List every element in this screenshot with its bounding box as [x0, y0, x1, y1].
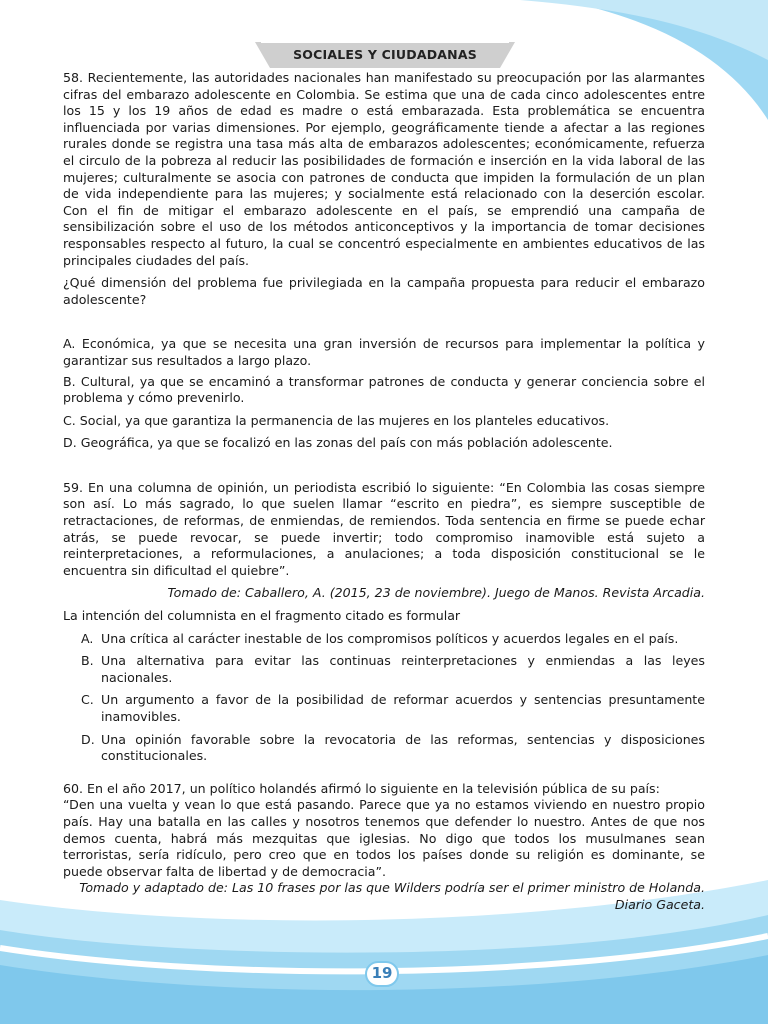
q60-citation-line2: Diario Gaceta. — [614, 896, 705, 912]
q58-option-a: A. Económica, ya que se necesita una gran inversión de recursos para implementar la política y garantizar sus resultados a largo plazo. — [63, 336, 705, 368]
q58-option-c: C. Social, ya que garantiza la permanencia de las mujeres en los planteles educativos. — [63, 412, 610, 428]
q58-question: ¿Qué dimensión del problema fue privilegiada en la campaña propuesta para reducir el embarazo adolescente? — [63, 275, 705, 307]
section-title: SOCIALES Y CIUDADANAS — [293, 47, 477, 62]
q60-citation-line1: Tomado y adaptado de: Las 10 frases por las que Wilders podría ser el primer ministro de Holanda. — [79, 880, 705, 896]
q59-option-b — [81, 653, 705, 686]
q59-stem: 59. En una columna de opinión, un periodista escribió lo siguiente: “En Colombia las cosas siempre son así. Lo más sagrado, lo que suelen llamar “escrito en piedra”, es siempre susceptible de retractaciones, de reformas, de enmiendas, de remiendos. Toda sentencia en firme se puede echar atrás, se puede revocar, se puede invertir; todo compromiso inamovible está sujeto a reinterpretaciones, a reformulaciones, a anulaciones; a toda disposición constitucional se le encuentra sin dificultad el quiebre”. — [63, 479, 705, 578]
q59-option-d — [81, 732, 705, 765]
q58-stem: 58. Recientemente, las autoridades nacionales han manifestado su preocupación por las alarmantes cifras del embarazo adolescente en Colombia. Se estima que una de cada cinco adolescentes entre los 15 y los 19 años de edad es madre o está embarazada. Esta problemática se encuentra influenciada por varias dimensiones. Por ejemplo, geográficamente tiende a afectar a las regiones rurales donde se registra una tasa más alta de embarazos adolescentes; económicamente, refuerza el circulo de la pobreza al reducir las posibilidades de formación e inserción en la vida laboral de las mujeres; culturalmente se asocia con patrones de conducta que impiden la formulación de un plan de vida independiente para las mujeres; y socialmente está relacionado con la deserción escolar. Con el fin de mitigar el embarazo adolescente en el país, se emprendió una campaña de sensibilización sobre el uso de los métodos anticonceptivos y la importancia de tomar decisiones responsables respecto al futuro, la cual se concentró especialmente en ambientes educativos de las principales ciudades del país. — [63, 70, 705, 268]
questions-content — [63, 70, 705, 914]
q58-option-d: D. Geográfica, ya que se focalizó en las zonas del país con más población adolescente. — [63, 435, 613, 451]
page-number: 19 — [371, 964, 393, 982]
option-letter: D. — [81, 731, 95, 747]
option-text: Una alternativa para evitar las continuas reinterpretaciones y enmiendas a las leyes nacionales. — [101, 653, 705, 685]
q60-quote: “Den una vuelta y vean lo que está pasando. Parece que ya no estamos viviendo en nuestro propio país. Hay una batalla en las calles y nosotros tenemos que defender lo nuestro. Antes de que nos demos cuenta, habrá más mezquitas que iglesias. No digo que todos los musulmanes sean terroristas, sería ridículo, pero creo que en todos los países donde su religión es dominante, se puede observar falta de libertad y de democracia”. — [63, 797, 705, 879]
option-letter: B. — [81, 653, 94, 669]
q59-question: La intención del columnista en el fragmento citado es formular — [63, 608, 461, 624]
option-letter: A. — [81, 630, 94, 646]
q59-option-a — [81, 631, 705, 648]
option-text: Una crítica al carácter inestable de los compromisos políticos y acuerdos legales en el país. — [101, 630, 679, 646]
q58-option-b: B. Cultural, ya que se encaminó a transformar patrones de conducta y generar conciencia sobre el problema y cómo prevenirlo. — [63, 373, 705, 406]
q59-citation: Tomado de: Caballero, A. (2015, 23 de noviembre). Juego de Manos. Revista Arcadia. — [167, 585, 705, 601]
option-text: Una opinión favorable sobre la revocatoria de las reformas, sentencias y disposiciones constitucionales. — [101, 731, 705, 764]
q59-option-c — [81, 692, 705, 725]
q60-stem: 60. En el año 2017, un político holandés afirmó lo siguiente en la televisión pública de su país: — [63, 780, 660, 796]
option-text: Un argumento a favor de la posibilidad de reformar acuerdos y sentencias presuntamente inamovibles. — [101, 692, 705, 724]
option-letter: C. — [81, 692, 94, 708]
